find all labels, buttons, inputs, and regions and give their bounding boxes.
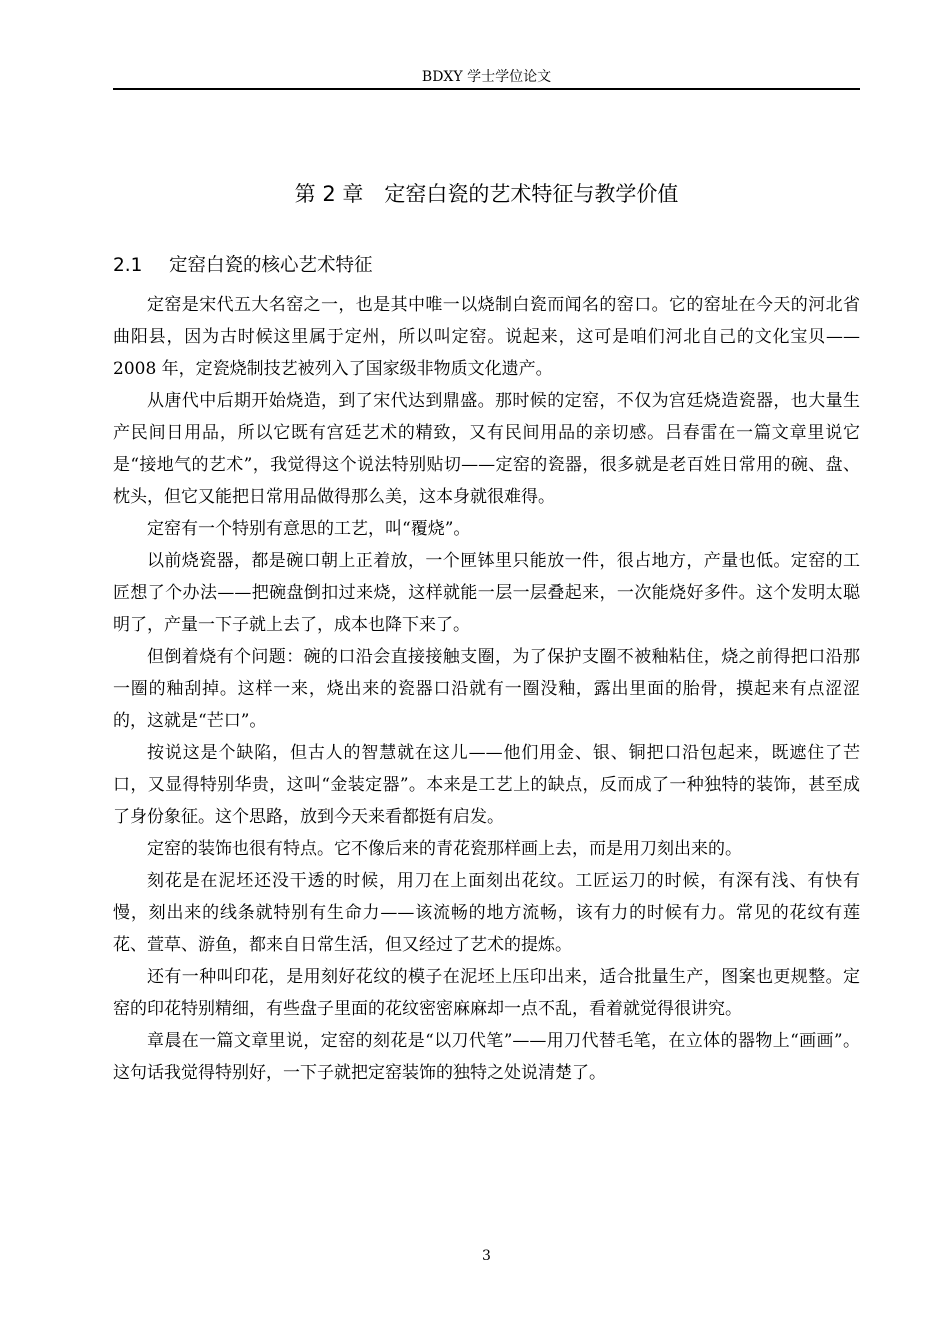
paragraph: 以前烧瓷器，都是碗口朝上正着放，一个匣钵里只能放一件，很占地方，产量也低。定窑的工匠想了个办法——把碗盘倒扣过来烧，这样就能一层一层叠起来，一次能烧好多件。这个发明太聪明了，产量一下子就上去了，成本也降下来了。 (113, 551, 860, 635)
paragraph: 章晨在一篇文章里说，定窑的刻花是“以刀代笔”——用刀代替毛笔，在立体的器物上“画画”。这句话我觉得特别好，一下子就把定窑装饰的独特之处说清楚了。 (113, 1031, 860, 1083)
paragraph: 但倒着烧有个问题：碗的口沿会直接接触支圈，为了保护支圈不被釉粘住，烧之前得把口沿那一圈的釉刮掉。这样一来，烧出来的瓷器口沿就有一圈没釉，露出里面的胎骨，摸起来有点涩涩的，这就是“芒口”。 (113, 647, 860, 731)
chapter-title: 第 2 章 定窑白瓷的艺术特征与教学价值 (294, 182, 679, 206)
paragraph: 定窑有一个特别有意思的工艺，叫“覆烧”。 (147, 519, 471, 539)
paragraph: 还有一种叫印花，是用刻好花纹的模子在泥坯上压印出来，适合批量生产，图案也更规整。定窑的印花特别精细，有些盘子里面的花纹密密麻麻却一点不乱，看着就觉得很讲究。 (113, 967, 860, 1019)
page-header (113, 60, 860, 90)
section-heading (113, 252, 373, 280)
paragraph: 刻花是在泥坯还没干透的时候，用刀在上面刻出花纹。工匠运刀的时候，有深有浅、有快有慢，刻出来的线条就特别有生命力——该流畅的地方流畅，该有力的时候有力。常见的花纹有莲花、萱草、游鱼，都来自日常生活，但又经过了艺术的提炼。 (113, 871, 860, 955)
header-title: BDXY 学士学位论文 (421, 69, 552, 85)
section-title: 定窑白瓷的核心艺术特征 (169, 255, 373, 276)
page-number: 3 (482, 1248, 491, 1264)
paragraph: 从唐代中后期开始烧造，到了宋代达到鼎盛。那时候的定窑，不仅为宫廷烧造瓷器，也大量生产民间日用品，所以它既有宫廷艺术的精致，又有民间用品的亲切感。吕春雷在一篇文章里说它是“接地气的艺术”，我觉得这个说法特别贴切——定窑的瓷器，很多就是老百姓日常用的碗、盘、枕头，但它又能把日常用品做得那么美，这本身就很难得。 (113, 391, 860, 507)
paragraph: 定窑的装饰也很有特点。它不像后来的青花瓷那样画上去，而是用刀刻出来的。 (147, 839, 742, 859)
paragraph: 定窑是宋代五大名窑之一，也是其中唯一以烧制白瓷而闻名的窑口。它的窑址在今天的河北省曲阳县，因为古时候这里属于定州，所以叫定窑。说起来，这可是咱们河北自己的文化宝贝——2008 年，定瓷烧制技艺被列入了国家级非物质文化遗产。 (113, 295, 860, 379)
paragraph: 按说这是个缺陷，但古人的智慧就在这儿——他们用金、银、铜把口沿包起来，既遮住了芒口，又显得特别华贵，这叫“金装定器”。本来是工艺上的缺点，反而成了一种独特的装饰，甚至成了身份象征。这个思路，放到今天来看都挺有启发。 (113, 743, 860, 827)
section-number: 2.1 (113, 255, 143, 276)
body-text (113, 289, 860, 1089)
